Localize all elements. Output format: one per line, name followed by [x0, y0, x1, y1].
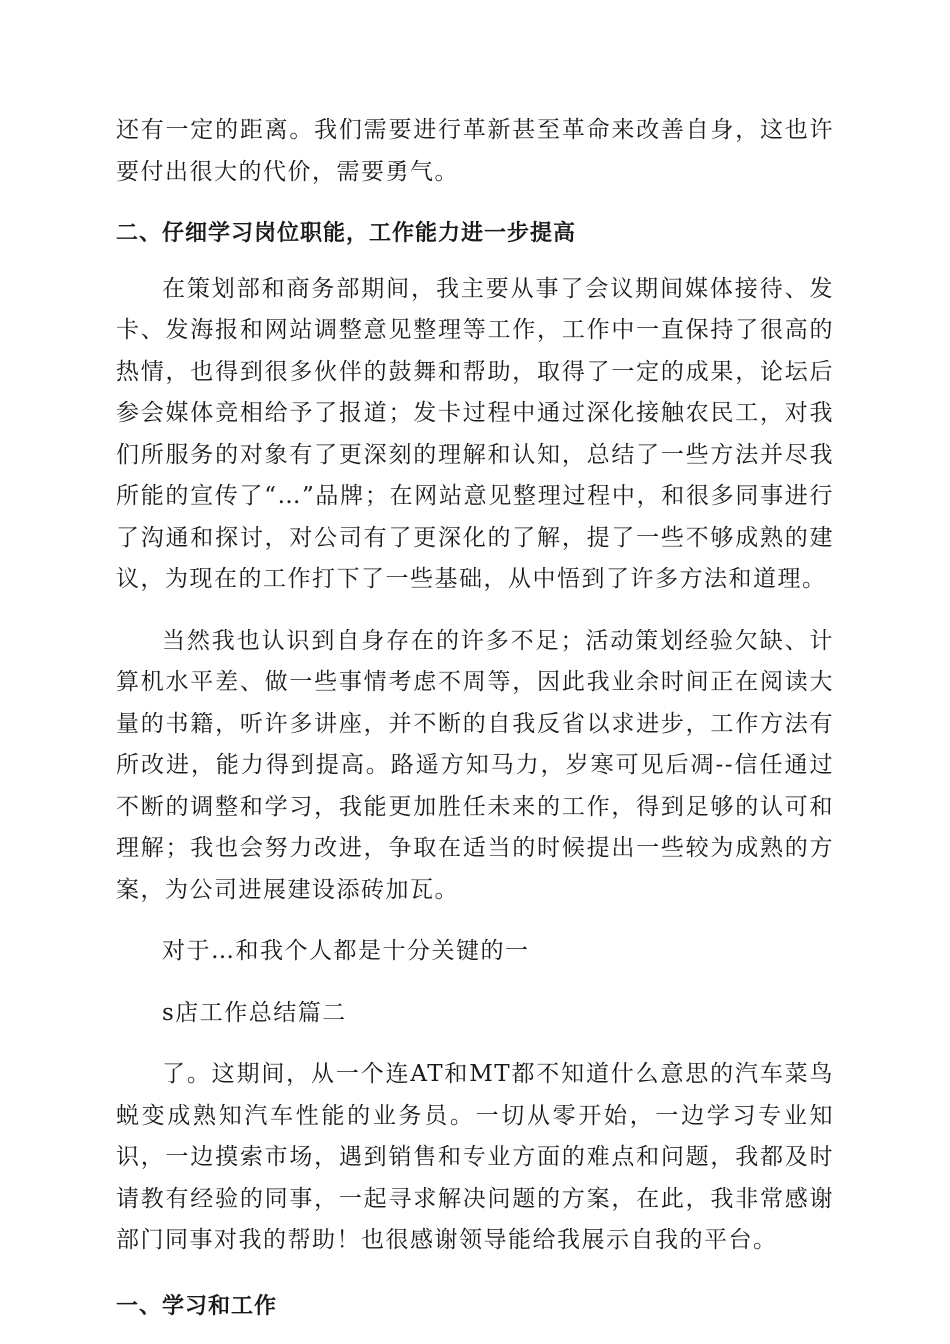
intro-paragraph: 还有一定的距离。我们需要进行革新甚至革命来改善自身，这也许要付出很大的代价，需要勇气。 — [116, 117, 834, 185]
section-heading-two: 二、仔细学习岗位职能，工作能力进一步提高 — [116, 221, 577, 246]
body-paragraph-2: 当然我也认识到自身存在的许多不足；活动策划经验欠缺、计算机水平差、做一些事情考虑不周等，因此我业余时间正在阅读大量的书籍，听许多讲座，并不断的自我反省以求进步，工作方法有所改进，能力得到提高。路遥方知马力，岁寒可见后凋--信任通过不断的调整和学习，我能更加胜任未来的工作，得到足够的认可和理解；我也会努力改进，争取在适当的时候提出一些较为成熟的方案，为公司进展建设添砖加瓦。 — [116, 627, 834, 903]
body-paragraph-1: 在策划部和商务部期间，我主要从事了会议期间媒体接待、发卡、发海报和网站调整意见整理等工作，工作中一直保持了很高的热情，也得到很多伙伴的鼓舞和帮助，取得了一定的成果，论坛后参会媒体竞相给予了报道；发卡过程中通过深化接触农民工，对我们所服务的对象有了更深刻的理解和认知，总结了一些方法并尽我所能的宣传了“…”品牌；在网站意见整理过程中，和很多同事进行了沟通和探讨，对公司有了更深化的了解，提了一些不够成熟的建议，为现在的工作打下了一些基础，从中悟到了许多方法和道理。 — [116, 275, 834, 592]
section-heading-one: 一、学习和工作 — [116, 1293, 278, 1319]
body-paragraph-4: s店工作总结篇二 — [162, 999, 347, 1026]
body-paragraph-5: 了。这期间，从一个连AT和MT都不知道什么意思的汽车菜鸟蜕变成熟知汽车性能的业务员。一切从零开始，一边学习专业知识，一边摸索市场，遇到销售和专业方面的难点和问题，我都及时请教有经验的同事，一起寻求解决问题的方案，在此，我非常感谢部门同事对我的帮助！也很感谢领导能给我展示自我的平台。 — [116, 1061, 834, 1253]
body-paragraph-3: 对于…和我个人都是十分关键的一 — [162, 938, 530, 964]
document-page — [116, 110, 834, 1327]
